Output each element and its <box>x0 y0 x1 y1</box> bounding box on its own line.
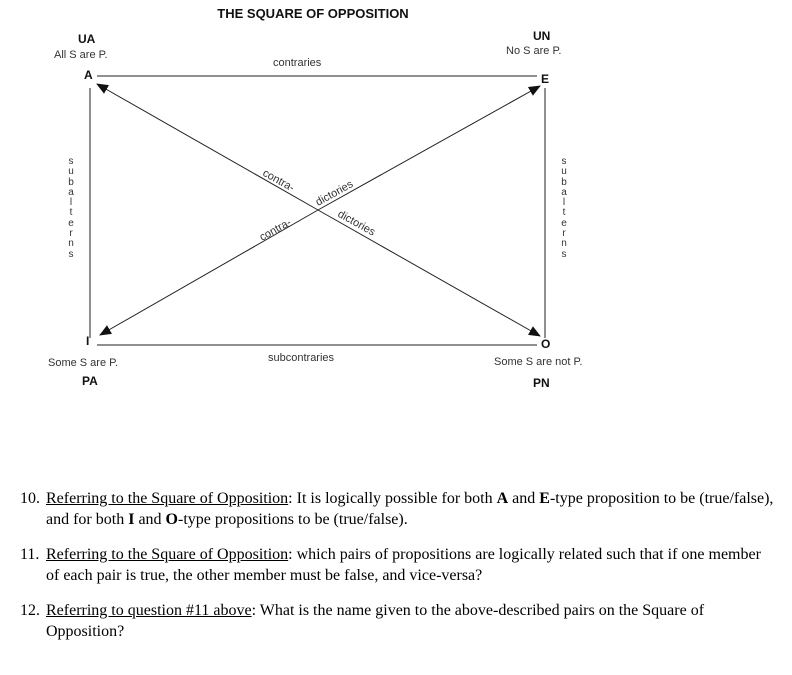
subalterns-letter: l <box>562 197 566 209</box>
diagonal-contradictories-ie <box>318 86 540 210</box>
diag-label-dictories-1: dictories <box>313 178 356 209</box>
corner-statement-o: Some S are not P. <box>494 356 583 368</box>
question-text: -type propositions to be (true/false). <box>178 511 408 528</box>
questions-list <box>20 488 775 656</box>
corner-code-un: UN <box>533 29 551 43</box>
subalterns-letter: a <box>561 186 567 198</box>
subalterns-letter: n <box>561 238 567 250</box>
subalterns-letter: t <box>562 207 566 219</box>
corner-letter-e: E <box>541 72 550 86</box>
question-10 <box>20 488 775 530</box>
question-text: -type proposition to be (true/false), and for both <box>46 490 774 528</box>
subalterns-letter: l <box>69 197 73 209</box>
question-11 <box>20 544 775 586</box>
subalterns-letter: r <box>562 228 566 240</box>
diag-label-dictories-2: dictories <box>335 208 378 239</box>
corner-letter-i: I <box>86 334 90 348</box>
subalterns-letter: r <box>69 228 73 240</box>
question-body <box>46 488 775 530</box>
diagonal-contradictories-ao <box>97 84 318 210</box>
question-text: : It is logically possible for both <box>288 490 497 507</box>
question-reference: Referring to the Square of Opposition <box>46 490 289 507</box>
subalterns-letter: b <box>561 176 567 188</box>
corner-code-ua: UA <box>78 32 96 46</box>
subalterns-letter: b <box>68 176 74 188</box>
corner-letter-a: A <box>84 68 93 82</box>
subalterns-letter: a <box>68 186 74 198</box>
question-body <box>46 600 775 642</box>
question-number: 11. <box>20 546 40 563</box>
label-contraries: contraries <box>273 57 322 69</box>
question-number: 12. <box>20 602 40 619</box>
question-body <box>46 544 775 586</box>
corner-statement-i: Some S are P. <box>48 357 119 369</box>
question-reference: Referring to question #11 above <box>46 602 252 619</box>
diagram-title: THE SQUARE OF OPPOSITION <box>217 6 409 21</box>
subalterns-letter: e <box>561 217 567 229</box>
type-e: E <box>539 490 550 507</box>
subalterns-letter: n <box>68 238 74 250</box>
subalterns-letter: t <box>69 207 73 219</box>
corner-statement-e: No S are P. <box>506 45 562 57</box>
diag-label-contra-2: contra- <box>257 216 294 244</box>
question-text: : What is the name given to the above-described pairs on the Square of Opposition? <box>46 602 705 640</box>
corner-letter-o: O <box>541 337 551 351</box>
subalterns-letter: u <box>561 166 567 178</box>
subalterns-letter: s <box>68 156 74 167</box>
corner-code-pa: PA <box>82 374 98 388</box>
label-subcontraries: subcontraries <box>268 352 335 364</box>
question-text: and <box>134 511 166 528</box>
subalterns-letter: s <box>561 156 567 167</box>
type-a: A <box>496 490 509 507</box>
subalterns-letter: u <box>68 166 74 178</box>
question-text: and <box>508 490 540 507</box>
question-text: : which pairs of propositions are logically related such that if one member of each pair is true, the other member must be false, and vice-versa? <box>46 546 761 584</box>
diag-label-contra-1: contra- <box>260 167 297 195</box>
corner-statement-a: All S are P. <box>54 49 108 61</box>
subalterns-letter: e <box>68 217 74 229</box>
type-i: I <box>128 511 135 528</box>
question-reference: Referring to the Square of Opposition <box>46 546 289 563</box>
subalterns-letter: s <box>68 248 74 260</box>
corner-code-pn: PN <box>533 376 550 390</box>
type-o: O <box>165 511 178 528</box>
subalterns-letter: s <box>561 248 567 260</box>
question-number: 10. <box>20 490 40 507</box>
question-12 <box>20 600 775 642</box>
